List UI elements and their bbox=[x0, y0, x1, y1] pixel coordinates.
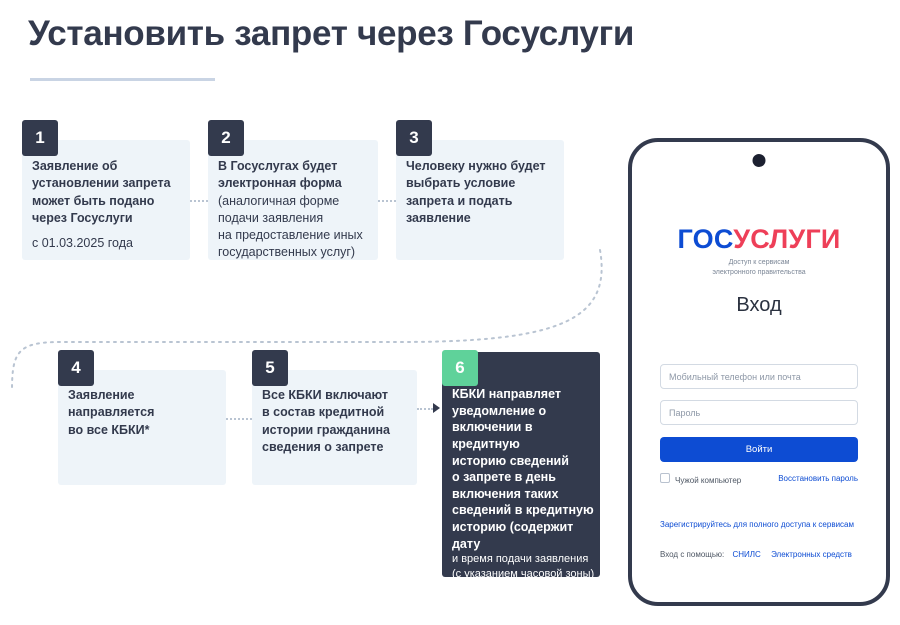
step-2-line-6: государственных услуг) bbox=[218, 245, 356, 260]
password-input[interactable]: Пароль bbox=[660, 400, 858, 425]
camera-icon bbox=[753, 154, 766, 167]
step-6-line-4: историю сведений bbox=[452, 453, 569, 468]
step-6-line-13: времени) bbox=[452, 611, 500, 624]
step-5-line-2: в состав кредитной bbox=[262, 405, 385, 420]
step-badge-3: 3 bbox=[396, 120, 432, 156]
step-1-line-5: с 01.03.2025 года bbox=[32, 236, 133, 250]
step-badge-5: 5 bbox=[252, 350, 288, 386]
login-help-label: Вход с помощью: bbox=[660, 550, 725, 559]
step-6-line-2: уведомление о bbox=[452, 403, 547, 418]
logo-text-gos: ГОС bbox=[677, 224, 734, 254]
login-options-row bbox=[660, 472, 858, 485]
step-6-line-8: историю (содержит дату bbox=[452, 520, 574, 551]
gosuslugi-logo bbox=[632, 224, 886, 255]
step-5-text bbox=[262, 387, 412, 456]
snils-link[interactable]: СНИЛС bbox=[732, 550, 761, 559]
step-6-line-9: и время подачи заявления bbox=[452, 553, 589, 566]
step-5-line-3: истории гражданина bbox=[262, 422, 390, 437]
step-6-text bbox=[452, 386, 596, 625]
step-1-line-2: установлении запрета bbox=[32, 176, 171, 191]
step-4-line-2: во все КБКИ* bbox=[68, 422, 150, 437]
step-6-line-7: сведений в кредитную bbox=[452, 503, 594, 518]
step-3-line-1: Человеку нужно будет bbox=[406, 159, 546, 173]
checkbox-icon[interactable] bbox=[660, 473, 670, 483]
shared-computer-label: Чужой компьютер bbox=[675, 475, 742, 485]
step-3-line-2: выбрать условие bbox=[406, 176, 516, 191]
logo-subtitle-line-1: Доступ к сервисам bbox=[728, 259, 790, 266]
step-badge-2: 2 bbox=[208, 120, 244, 156]
connector-5-6-arrow bbox=[433, 403, 440, 413]
step-6-line-1: КБКИ направляет bbox=[452, 387, 562, 401]
step-6-line-6: включения таких bbox=[452, 486, 559, 501]
step-6-line-10: (с указанием часовой зоны) bbox=[452, 567, 595, 580]
step-6-line-5: о запрете в день bbox=[452, 470, 556, 485]
electronic-means-link[interactable]: Электронных средств bbox=[771, 550, 852, 559]
step-2-line-2: электронная форма bbox=[218, 176, 342, 191]
step-2-line-4: подачи заявления bbox=[218, 210, 324, 225]
login-button[interactable]: Войти bbox=[660, 437, 858, 462]
step-2-line-1: В Госуслугах будет bbox=[218, 159, 338, 173]
logo-subtitle-line-2: электронного правительства bbox=[712, 269, 806, 277]
register-link[interactable]: Зарегистрируйтесь для полного доступа к сервисам bbox=[660, 520, 854, 529]
page-title: Установить запрет через Госуслуги bbox=[28, 14, 635, 53]
step-3-text bbox=[406, 158, 558, 227]
title-divider bbox=[30, 78, 215, 81]
step-badge-1: 1 bbox=[22, 120, 58, 156]
restore-password-link[interactable]: Восстановить пароль bbox=[778, 474, 858, 483]
logo-subtitle bbox=[632, 258, 886, 278]
step-2-text bbox=[218, 158, 374, 262]
step-4-line-1: Заявление направляется bbox=[68, 388, 155, 420]
step-6-line-11: и дату начала действия bbox=[452, 582, 574, 595]
step-badge-4: 4 bbox=[58, 350, 94, 386]
step-6-line-3: включении в кредитную bbox=[452, 420, 533, 451]
shared-computer-checkbox[interactable] bbox=[660, 470, 741, 488]
step-2-line-5: на предоставление иных bbox=[218, 228, 363, 242]
step-1-line-3: может быть подано bbox=[32, 193, 155, 208]
step-3-line-4: заявление bbox=[406, 210, 471, 225]
login-heading: Вход bbox=[736, 294, 782, 316]
phone-mockup bbox=[628, 138, 890, 606]
step-badge-6: 6 bbox=[442, 350, 478, 386]
login-help-row bbox=[660, 550, 870, 559]
step-2-line-3: (аналогичная форме bbox=[218, 193, 340, 208]
step-1-line-1: Заявление об bbox=[32, 159, 118, 173]
logo-text-uslugi: УСЛУГИ bbox=[733, 224, 841, 254]
step-1-text bbox=[32, 158, 184, 252]
step-3-line-3: запрета и подать bbox=[406, 193, 513, 208]
connector-2-3 bbox=[378, 200, 396, 202]
step-1-line-4: через Госуслуги bbox=[32, 210, 133, 225]
step-5-line-1: Все КБКИ включают bbox=[262, 388, 389, 402]
step-5-line-4: сведения о запрете bbox=[262, 439, 384, 454]
step-6-line-12: запрета (по московскому bbox=[452, 597, 580, 610]
phone-or-email-input[interactable]: Мобильный телефон или почта bbox=[660, 364, 858, 389]
connector-5-6 bbox=[417, 408, 433, 410]
connector-1-2 bbox=[190, 200, 208, 202]
step-4-text bbox=[68, 387, 220, 439]
connector-4-5 bbox=[226, 418, 252, 420]
